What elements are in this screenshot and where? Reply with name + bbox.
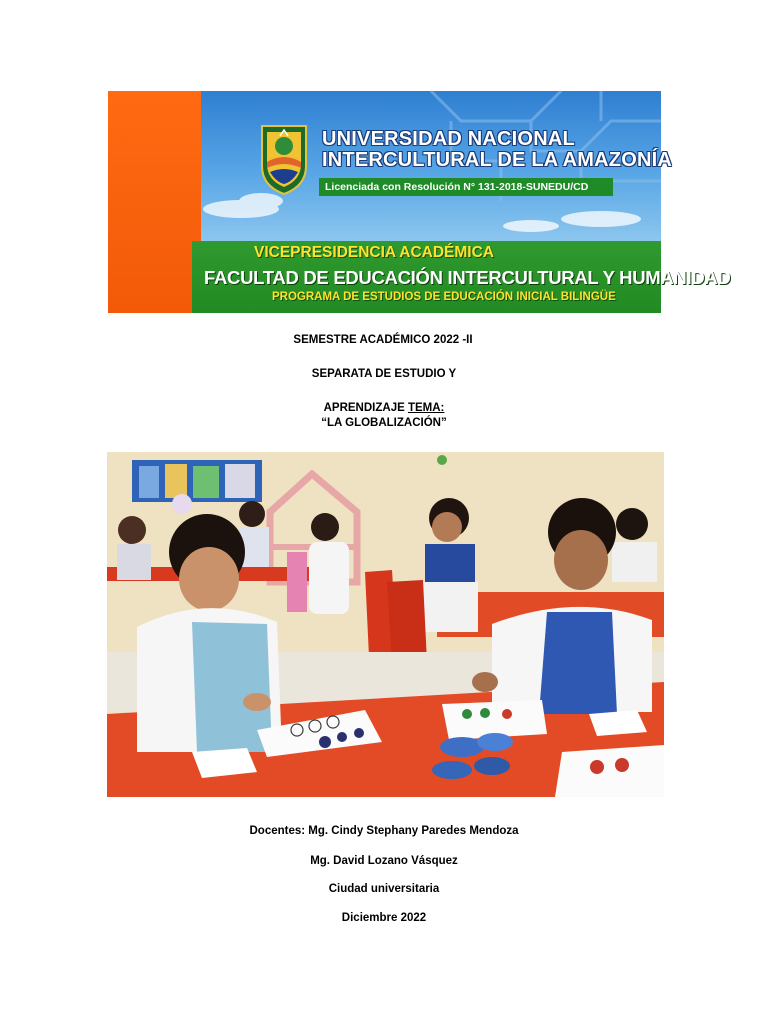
semester-label: SEMESTRE ACADÉMICO 2022 -II bbox=[293, 334, 473, 346]
program-title: PROGRAMA DE ESTUDIOS DE EDUCACIÓN INICIAL BILINGÜE bbox=[272, 291, 616, 303]
separata-label: SEPARATA DE ESTUDIO Y bbox=[311, 368, 457, 380]
faculty-title: FACULTAD DE EDUCACIÓN INTERCULTURAL Y HUMANIDAD bbox=[204, 267, 731, 288]
university-emblem-icon bbox=[258, 122, 310, 196]
aprendizaje-word: APRENDIZAJE bbox=[323, 402, 405, 414]
banner-orange-stripe bbox=[108, 91, 201, 313]
topic-title: “LA GLOBALIZACIÓN” bbox=[321, 417, 447, 429]
teachers-label: Docentes: Mg. Cindy Stephany Paredes Mendoza bbox=[249, 825, 519, 837]
university-name-line1: UNIVERSIDAD NACIONAL bbox=[322, 128, 575, 150]
classroom-photo bbox=[107, 452, 664, 797]
university-name-line2: INTERCULTURAL DE LA AMAZONÍA bbox=[322, 149, 673, 171]
aprendizaje-tema-line bbox=[0, 402, 768, 414]
header-banner bbox=[108, 91, 731, 313]
license-strip: Licenciada con Resolución N° 131-2018-SUNEDU/CD bbox=[319, 178, 613, 196]
date-label: Diciembre 2022 bbox=[341, 912, 427, 924]
vicepresidency-title: VICEPRESIDENCIA ACADÉMICA bbox=[254, 244, 494, 261]
place-label: Ciudad universitaria bbox=[328, 883, 440, 895]
university-name bbox=[322, 129, 672, 171]
second-teacher-name: Mg. David Lozano Vásquez bbox=[310, 855, 458, 867]
tema-label: TEMA: bbox=[407, 402, 445, 414]
